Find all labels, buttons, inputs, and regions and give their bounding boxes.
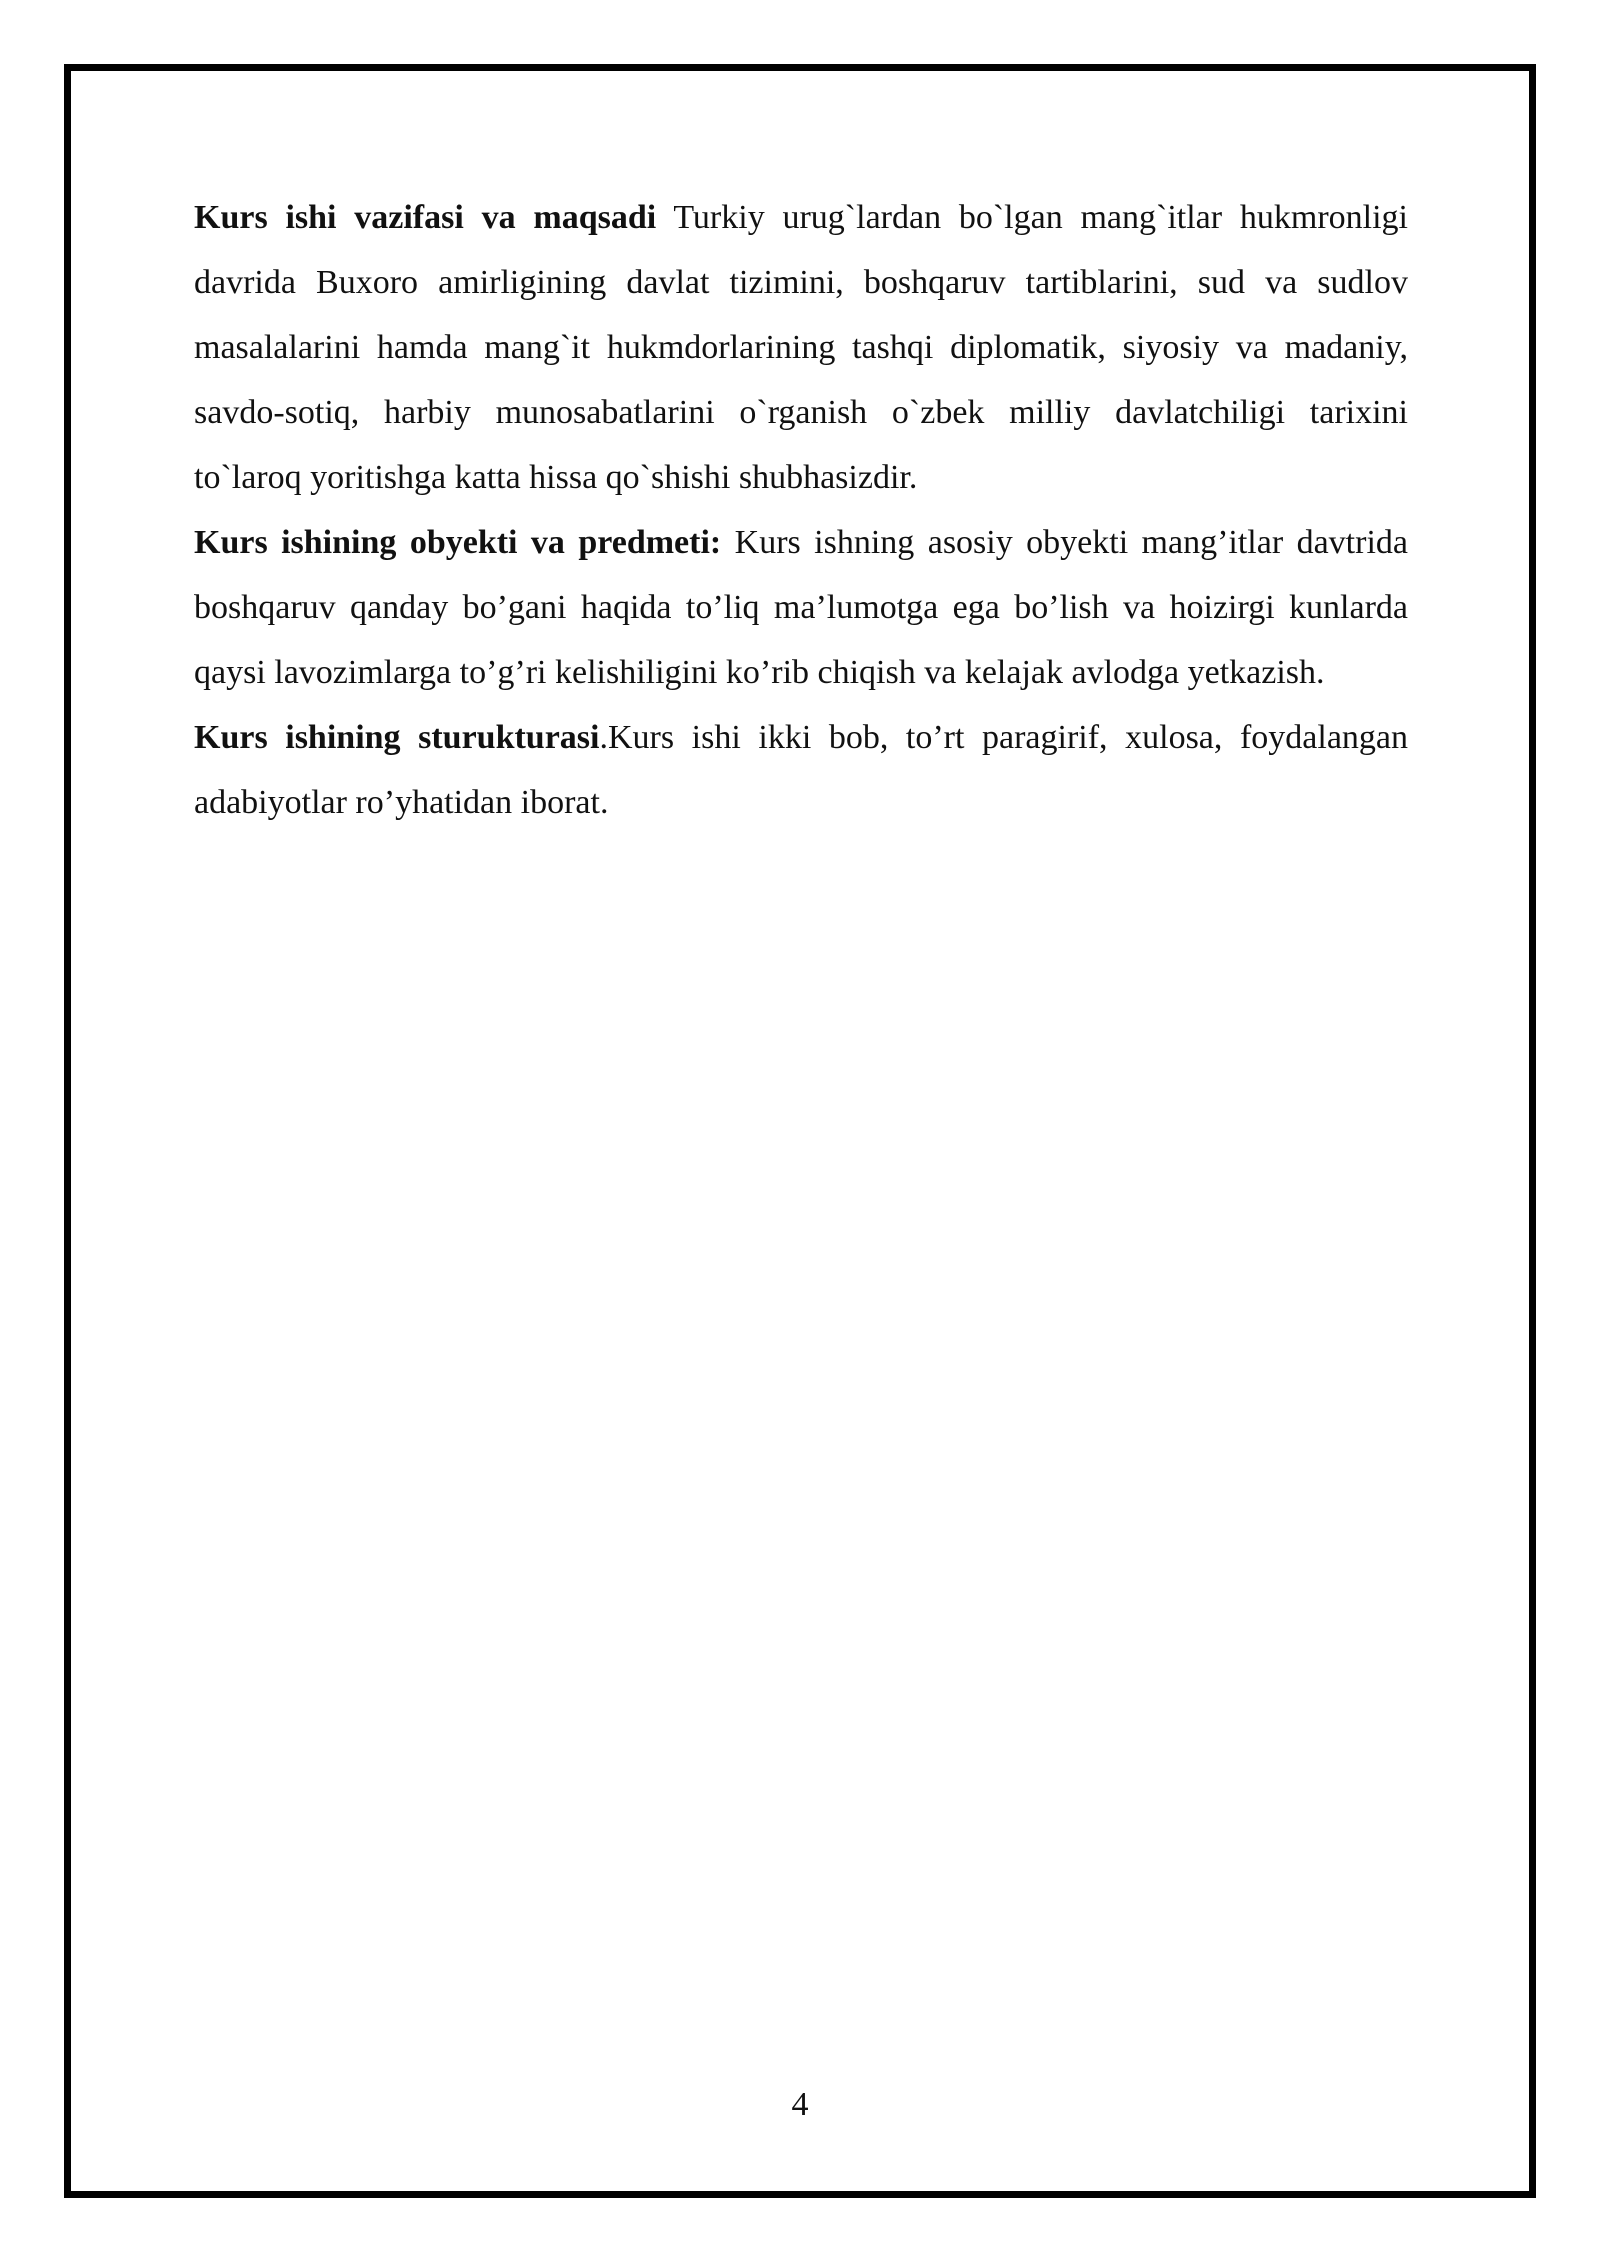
paragraph-object-and-subject bbox=[194, 510, 1408, 705]
paragraph-task-and-goal bbox=[194, 185, 1408, 510]
paragraph-heading: Kurs ishining obyekti va predmeti: bbox=[194, 524, 722, 561]
page-number: 4 bbox=[791, 2086, 809, 2123]
paragraph-structure bbox=[194, 705, 1408, 835]
paragraph-heading: Kurs ishi vazifasi va maqsadi bbox=[194, 199, 657, 236]
paragraph-text: .Kurs ishi ikki bob, to’rt paragirif, xulosa, foydalangan adabiyotlar ro’yhatidan iborat. bbox=[194, 719, 1408, 821]
paragraph-heading: Kurs ishining sturukturasi bbox=[194, 719, 600, 756]
document-body bbox=[194, 185, 1408, 835]
paragraph-text: Turkiy urug`lardan bo`lgan mang`itlar hukmronligi davrida Buxoro amirligining davlat tizimini, boshqaruv tartiblarini, sud va sudlov masalalarini hamda mang`it hukmdorlarining tashqi diplomatik, siyosiy va madaniy, savdo-sotiq, harbiy munosabatlarini o`rganish o`zbek milliy davlatchiligi tarixini to`laroq yoritishga katta hissa qo`shishi shubhasizdir. bbox=[194, 199, 1408, 496]
paragraph-text: Kurs ishning asosiy obyekti mang’itlar davtrida boshqaruv qanday bo’gani haqida to’liq ma’lumotga ega bo’lish va hoizirgi kunlarda qaysi lavozimlarga to’g’ri kelishiligini ko’rib chiqish va kelajak avlodga yetkazish. bbox=[194, 524, 1408, 691]
